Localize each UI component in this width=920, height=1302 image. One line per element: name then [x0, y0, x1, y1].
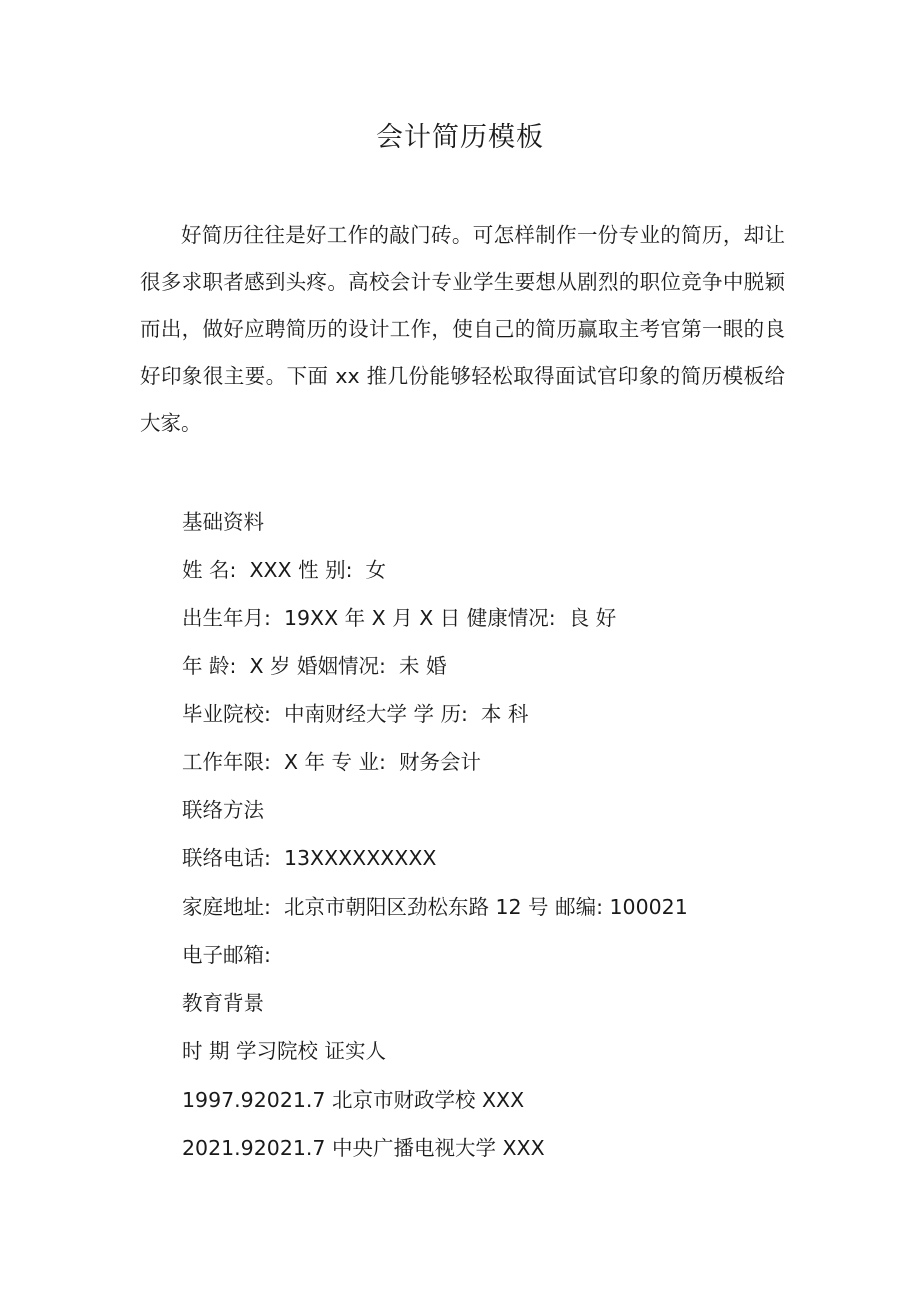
intro-paragraph: 好简历往往是好工作的敲门砖。可怎样制作一份专业的简历，却让很多求职者感到头疼。高校会计专业学生要想从剧烈的职位竞争中脱颖而出，做好应聘简历的设计工作，使自己的简历赢取主考官第一眼的良好印象很主要。下面 xx 推几份能够轻松取得面试官印象的简历模板给大家。 — [140, 223, 785, 435]
section-heading-education: 教育背景 — [182, 991, 264, 1015]
section-heading-contact: 联络方法 — [182, 798, 264, 822]
name-gender-line: 姓 名: XXX 性 别: 女 — [182, 558, 387, 582]
email-line: 电子邮箱: — [182, 943, 271, 967]
school-degree-line: 毕业院校: 中南财经大学 学 历: 本 科 — [182, 702, 529, 726]
birth-health-line: 出生年月: 19XX 年 X 月 X 日 健康情况: 良 好 — [182, 606, 617, 630]
address-line: 家庭地址: 北京市朝阳区劲松东路 12 号 邮编: 100021 — [182, 895, 688, 919]
section-heading-basic-info: 基础资料 — [182, 510, 264, 534]
education-row: 1997.92021.7 北京市财政学校 XXX — [182, 1088, 525, 1112]
document-title: 会计简历模板 — [376, 122, 544, 153]
work-years-major-line: 工作年限: X 年 专 业: 财务会计 — [182, 750, 481, 774]
education-row: 2021.92021.7 中央广播电视大学 XXX — [182, 1136, 545, 1160]
education-table-header: 时 期 学习院校 证实人 — [182, 1039, 387, 1063]
age-marital-line: 年 龄: X 岁 婚姻情况: 未 婚 — [182, 654, 447, 678]
phone-line: 联络电话: 13XXXXXXXXX — [182, 846, 437, 870]
